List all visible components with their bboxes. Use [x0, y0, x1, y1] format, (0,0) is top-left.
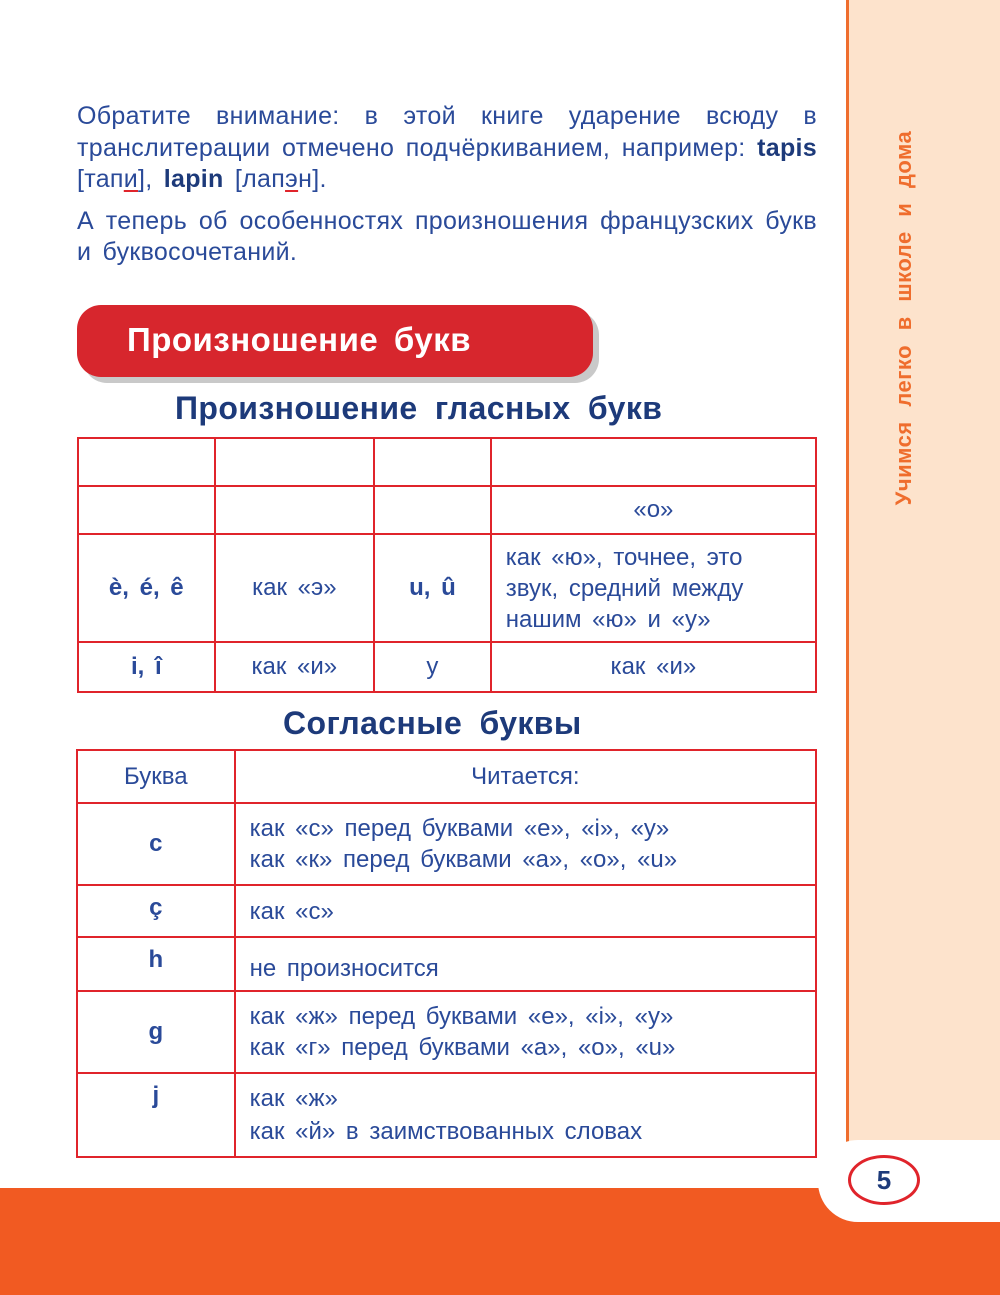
- vowels-table: [77, 437, 817, 693]
- example-word-tapis: tapis: [757, 133, 817, 162]
- table-row: h не произносится: [77, 937, 816, 991]
- right-sidebar: [846, 0, 1000, 1160]
- vowels-title: Произношение гласных букв: [175, 390, 663, 426]
- intro-paragraph-2: А теперь об особенностях произношения французских букв и буквосочетаний.: [77, 206, 817, 266]
- table-row: i, î как «и» y как «и»: [78, 642, 816, 692]
- table-row: [78, 438, 816, 486]
- section-banner: Произношение букв: [77, 305, 593, 377]
- consonants-title: Согласные буквы: [283, 705, 582, 741]
- page-number: 5: [848, 1155, 920, 1205]
- table-row: c как «с» перед буквами «е», «i», «y» как «к» перед буквами «а», «о», «u»: [77, 803, 816, 885]
- intro-paragraph-1: Обратите внимание: в этой книге ударение всюду в транслитерации отмечено подчёркиванием, например: tapis [тапи], lapin [лапэн].: [77, 102, 817, 193]
- sidebar-caption: Учимся легко в школе и дома: [891, 130, 916, 506]
- table-row: è, é, ê как «э» u, û как «ю», точнее, это звук, средний между нашим «ю» и «у»: [78, 534, 816, 642]
- table-row: j как «ж» как «й» в заимствованных словах: [77, 1073, 816, 1157]
- consonants-table: [76, 749, 817, 1158]
- header-letter: Буква: [77, 750, 235, 803]
- header-reading: Читается:: [235, 750, 816, 803]
- table-row: «о»: [78, 486, 816, 534]
- table-row: ç как «с»: [77, 885, 816, 937]
- table-row: g как «ж» перед буквами «е», «i», «y» как «г» перед буквами «а», «о», «u»: [77, 991, 816, 1073]
- example-word-lapin: lapin: [163, 165, 224, 193]
- table-header-row: [77, 750, 816, 803]
- intro-text: [77, 101, 817, 279]
